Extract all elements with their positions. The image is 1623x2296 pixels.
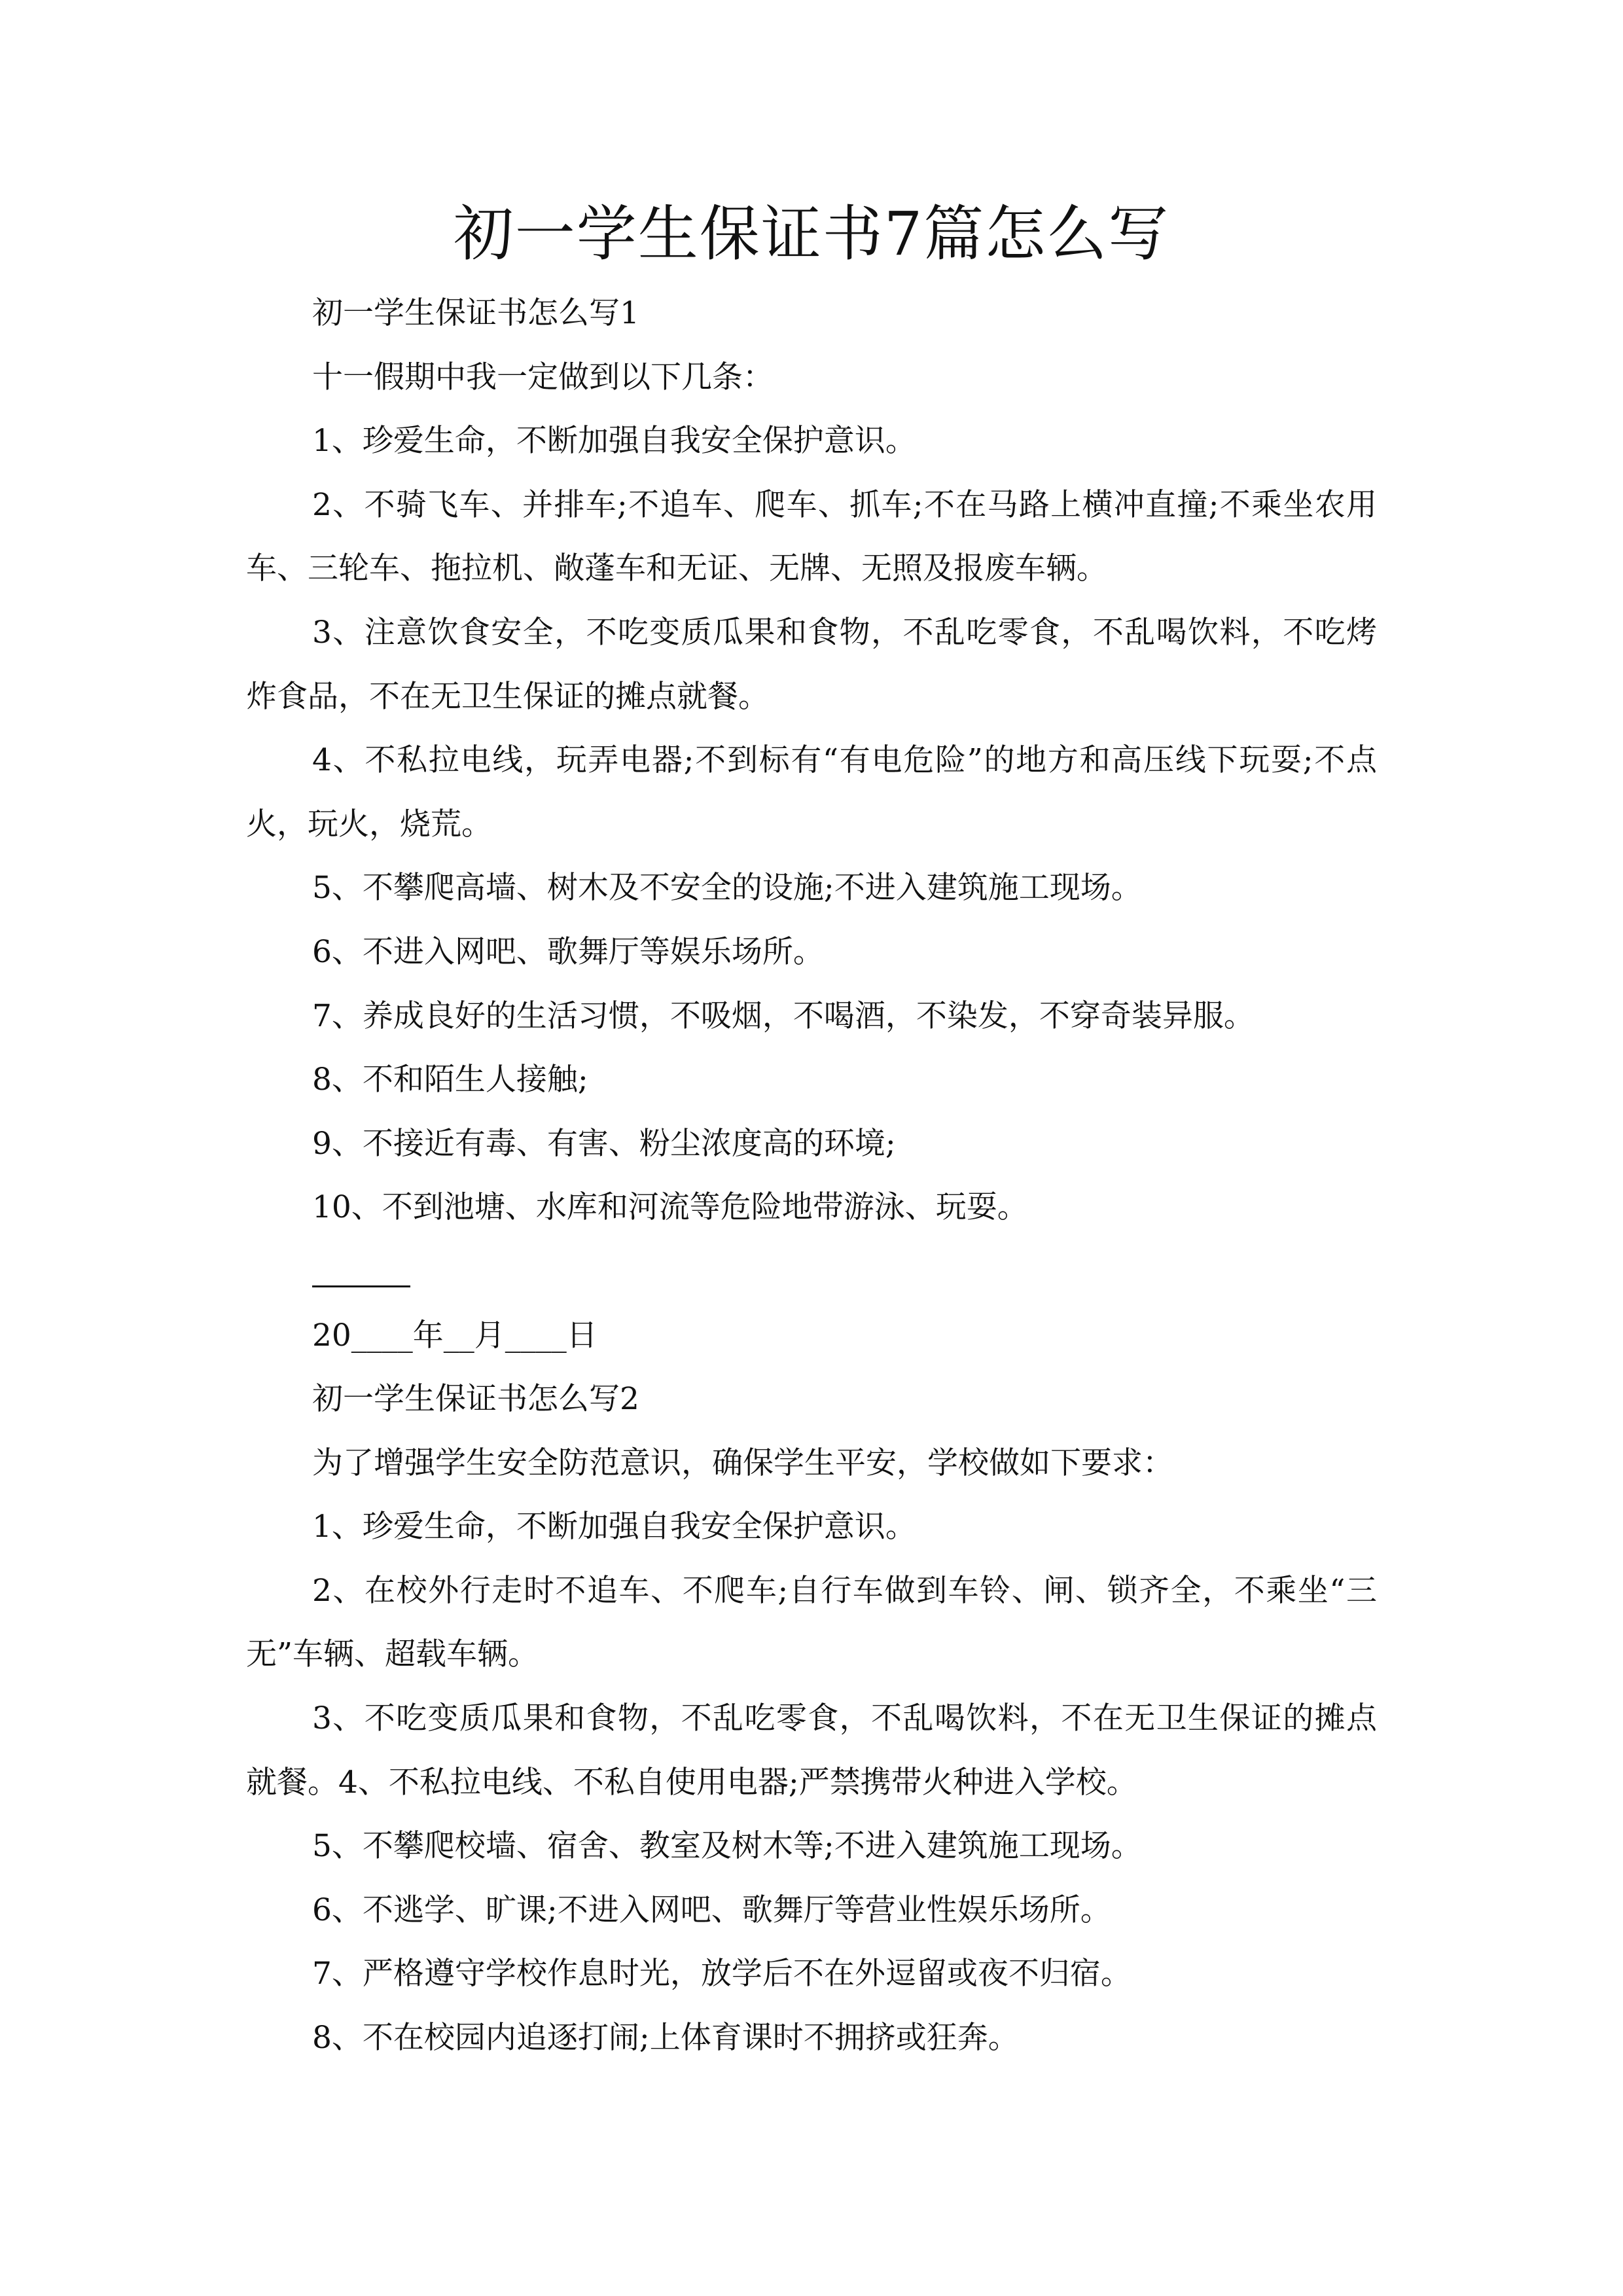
section-heading-2: 初一学生保证书怎么写2 — [312, 1381, 639, 1418]
list-item: 6、不进入网吧、歌舞厅等娱乐场所。 — [312, 933, 824, 970]
document-body — [246, 281, 1377, 2070]
list-item: 7、养成良好的生活习惯，不吸烟，不喝酒，不染发，不穿奇装异服。 — [312, 997, 1255, 1034]
list-item: 1、珍爱生命，不断加强自我安全保护意识。 — [312, 1509, 916, 1545]
list-item: 4、不私拉电线，玩弄电器;不到标有“有电危险”的地方和高压线下玩耍;不点火，玩火，烧荒。 — [246, 742, 1377, 842]
signature-line — [312, 1259, 410, 1287]
list-item: 5、不攀爬校墙、宿舍、教室及树木等;不进入建筑施工现场。 — [312, 1828, 1142, 1865]
document-title: 初一学生保证书7篇怎么写 — [453, 199, 1170, 269]
list-item: 1、珍爱生命，不断加强自我安全保护意识。 — [312, 423, 916, 459]
list-item: 3、注意饮食安全，不吃变质瓜果和食物，不乱吃零食，不乱喝饮料，不吃烤炸食品，不在无卫生保证的摊点就餐。 — [246, 614, 1377, 715]
list-item: 7、严格遵守学校作息时光，放学后不在外逗留或夜不归宿。 — [312, 1956, 1132, 1992]
signature-line-row — [246, 1240, 1377, 1304]
intro-paragraph: 十一假期中我一定做到以下几条： — [312, 359, 774, 395]
intro-paragraph: 为了增强学生安全防范意识，确保学生平安，学校做如下要求： — [312, 1444, 1173, 1481]
list-item: 3、不吃变质瓜果和食物，不乱吃零食，不乱喝饮料，不在无卫生保证的摊点就餐。4、不私拉电线、不私自使用电器;严禁携带火种进入学校。 — [246, 1700, 1377, 1801]
section-heading-1: 初一学生保证书怎么写1 — [312, 295, 639, 331]
list-item: 6、不逃学、旷课;不进入网吧、歌舞厅等营业性娱乐场所。 — [312, 1892, 1111, 1928]
list-item: 2、不骑飞车、并排车;不追车、爬车、抓车;不在马路上横冲直撞;不乘坐农用车、三轮车、拖拉机、敞蓬车和无证、无牌、无照及报废车辆。 — [246, 486, 1377, 587]
list-item: 10、不到池塘、水库和河流等危险地带游泳、玩耍。 — [312, 1189, 1028, 1226]
list-item: 5、不攀爬高墙、树木及不安全的设施;不进入建筑施工现场。 — [312, 870, 1142, 906]
list-item: 9、不接近有毒、有害、粉尘浓度高的环境; — [312, 1125, 896, 1162]
list-item: 8、不在校园内追逐打闹;上体育课时不拥挤或狂奔。 — [312, 2020, 1019, 2056]
list-item: 8、不和陌生人接触; — [312, 1062, 588, 1098]
date-line: 20____年__月____日 — [312, 1317, 597, 1354]
list-item: 2、在校外行走时不追车、不爬车;自行车做到车铃、闸、锁齐全，不乘坐“三无”车辆、超载车辆。 — [246, 1572, 1377, 1673]
